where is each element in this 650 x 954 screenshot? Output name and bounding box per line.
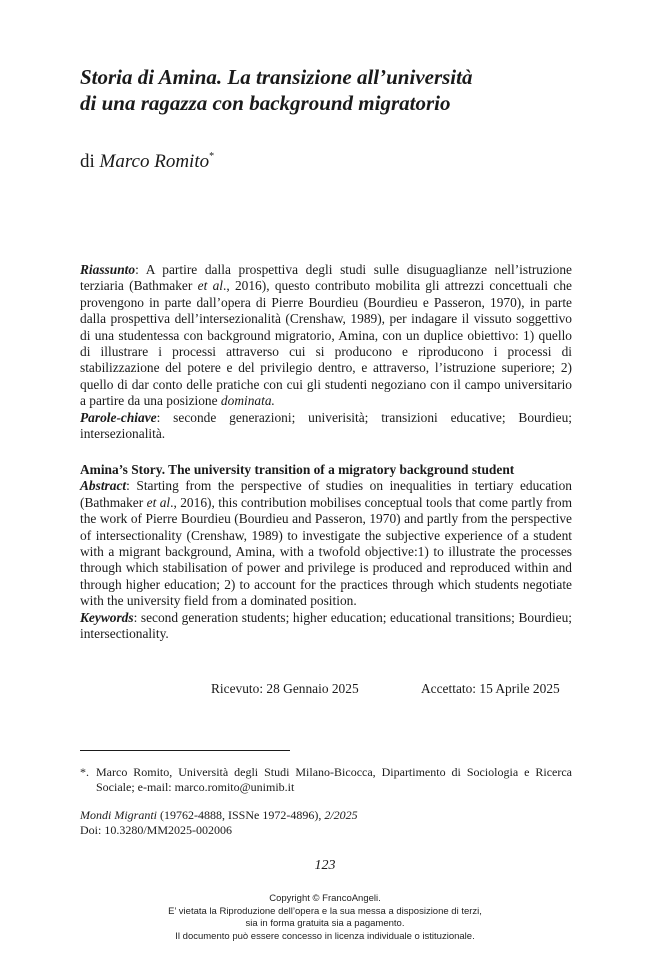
keywords-text: : second generation students; higher education; educational transitions; Bourdieu; intersectionality. [80,609,572,642]
riassunto-block [80,262,572,442]
copyright-line-4: Il documento può essere concesso in licenza individuale o istituzionale. [175,930,475,942]
title-line-2: di una ragazza con background migratorio [80,91,451,115]
keywords-label: Keywords [80,609,134,625]
keywords-paragraph [80,610,572,643]
riassunto-label: Riassunto [80,262,136,277]
english-title: Amina’s Story. The university transition of a migratory background student [80,462,515,477]
byline-prefix: di [80,151,95,172]
article-title [80,64,580,116]
footnote-separator [80,750,290,751]
parole-chiave-text: : seconde generazioni; univerisità; transizioni educative; Bourdieu; intersezionalità. [80,409,572,442]
byline [80,146,214,173]
copyright-line-2: E’ vietata la Riproduzione dell’opera e la sua messa a disposizione di terzi, [168,905,482,917]
abstract-block [80,462,572,642]
riassunto-emphasis: dominata. [220,393,275,409]
footnote-text: Marco Romito, Università degli Studi Milano-Bicocca, Dipartimento di Sociologia e Ricerca Sociale; e-mail: marco.romito@unimib.it [96,765,572,794]
journal-doi: Doi: 10.3280/MM2025-002006 [80,823,233,837]
title-line-1: Storia di Amina. La transizione all’università [80,65,473,89]
journal-issue: 2/2025 [324,808,358,822]
abstract-etal: et al [146,494,171,510]
riassunto-paragraph [80,262,572,410]
riassunto-text-1: : A partire dalla prospettiva degli studi sulle disuguaglianze nell’istruzione terziaria (Bathmaker [80,262,572,294]
riassunto-text-2: ., 2016), questo contributo mobilita gli attrezzi concettuali che provengono in parte dall’opera di Pierre Bourdieu (Bourdieu e Passeron, 1970), in parte dalla prospettiva dell’intersezionalità (Crenshaw, 1989), per indagare il vissuto soggettivo di una studentessa con background migratorio, Amina, con un duplice obiettivo: 1) quello di illustrare i processi attraverso cui si producono e riproducono i processi di stabilizzazione del potere e del privilegio dentro, e attraverso, l’istruzione superiore; 2) quello di dar conto delle pratiche con cui gli studenti negoziano con il campo universitario a partire da una posizione [80,278,572,409]
copyright-notice [0,893,650,943]
accepted-date: Accettato: 15 Aprile 2025 [421,681,560,696]
journal-name: Mondi Migranti [80,808,157,822]
abstract-text-1: : Starting from the perspective of studies on inequalities in tertiary education (Bathmaker [80,478,572,510]
journal-info [80,808,572,838]
author-name: Marco Romito [99,151,210,172]
received-date: Ricevuto: 28 Gennaio 2025 [211,681,359,696]
page-number: 123 [314,858,336,873]
copyright-line-1: Copyright © FrancoAngeli. [269,893,381,904]
parole-chiave-paragraph [80,410,572,443]
copyright-line-3: sia in forma gratuita sia a pagamento. [245,918,405,929]
parole-chiave-label: Parole-chiave [80,409,157,425]
footnote-mark: *. [80,765,89,779]
author-footnote [80,765,572,795]
author-footnote-mark: * [209,151,215,162]
riassunto-etal: et al [197,278,223,294]
journal-citation [80,808,572,823]
journal-issn: (19762-4888, ISSNe 1972-4896), [157,808,325,822]
abstract-paragraph [80,478,572,609]
abstract-label: Abstract [80,478,127,494]
abstract-text-2: ., 2016), this contribution mobilises conceptual tools that come partly from the work of Pierre Bourdieu (Bourdieu and Passeron, 1970) and partly from the perspective of intersectionality (Crenshaw, 1989) to investigate the subjective experience of a student with a migrant background, Amina, with a twofold objective:1) to illustrate the processes through which stabilisation of power and privilege is produced and reproduced within and through higher education; 2) to account for the practices through which students negotiate with the university field from a dominated position. [80,494,572,609]
